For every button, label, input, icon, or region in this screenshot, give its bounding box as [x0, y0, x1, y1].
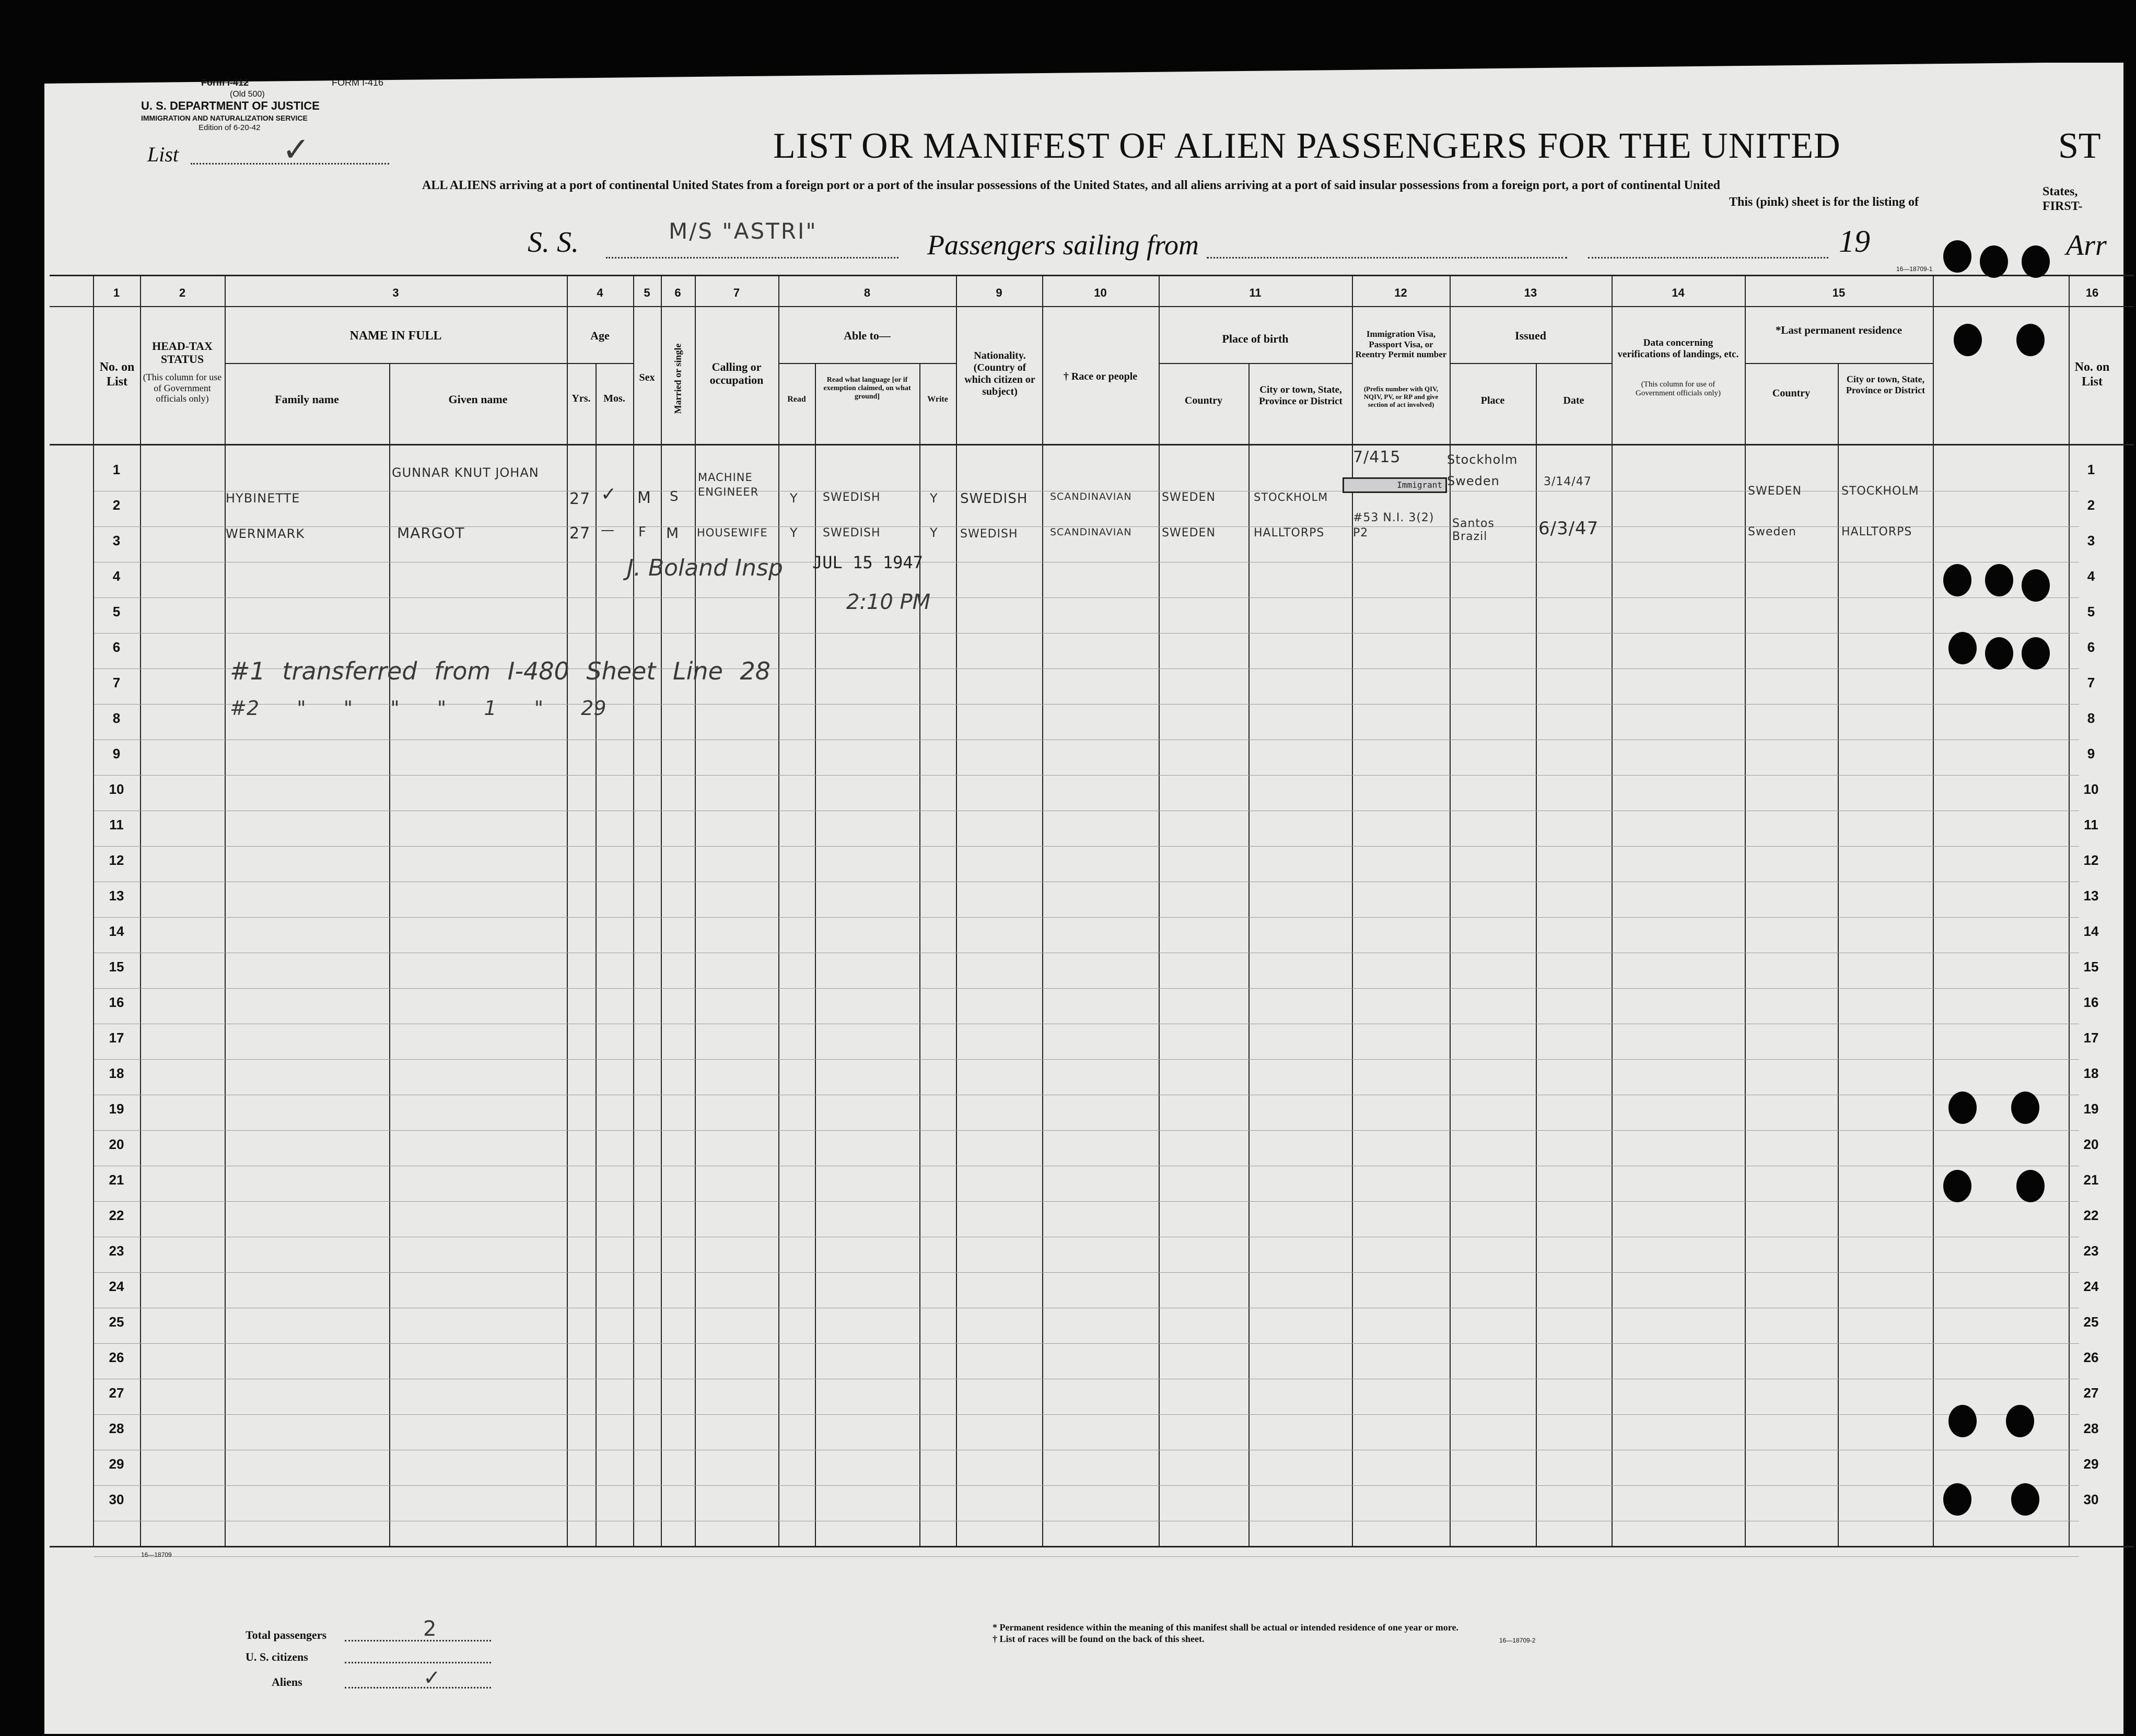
- header-married: [661, 313, 695, 444]
- header-mos: Mos.: [603, 393, 625, 404]
- col-line: [815, 363, 816, 1546]
- row2-write: Y: [930, 525, 938, 540]
- row-number-right: 25: [2083, 1314, 2099, 1330]
- col-line: [596, 363, 597, 1546]
- total-passengers-label: Total passengers: [246, 1628, 327, 1641]
- colnum-1: 1: [113, 286, 120, 299]
- total-passengers-line: [345, 1640, 491, 1641]
- ss-label: S. S.: [528, 226, 579, 259]
- punch-hole: [2016, 324, 2045, 356]
- row-number-right: 19: [2083, 1101, 2099, 1117]
- arriving-label: Arr: [2066, 229, 2107, 262]
- header-place-of-birth: Place of birth: [1222, 332, 1289, 345]
- row-number: 7: [112, 675, 121, 690]
- col-line: [1838, 363, 1839, 1546]
- row1-issued-place: [1447, 449, 1531, 492]
- row-number-right: 14: [2083, 923, 2099, 939]
- row-number-right: 21: [2083, 1172, 2099, 1188]
- row-rule: [94, 1414, 2079, 1415]
- ship-line: [606, 257, 898, 259]
- header-name-in-full: NAME IN FULL: [349, 329, 442, 343]
- punch-hole: [2022, 569, 2050, 602]
- row2-issued-date: 6/3/47: [1538, 518, 1599, 539]
- row-number-right: 8: [2087, 710, 2095, 726]
- col-line: [778, 275, 779, 1546]
- row1-visa-stamp: [1343, 477, 1447, 493]
- punch-hole: [2022, 245, 2050, 278]
- row1-race: SCANDINAVIAN: [1050, 491, 1132, 502]
- header-no-on-list: No. on List: [99, 360, 135, 389]
- header-birth-country: Country: [1184, 395, 1223, 406]
- col-line: [1933, 275, 1934, 1546]
- transfer-note-1: #1 transferred from I-480 Sheet Line 28: [230, 657, 771, 685]
- manifest-title: LIST OR MANIFEST OF ALIEN PASSENGERS FOR THE UNITED: [773, 126, 1841, 166]
- row2-read: Y: [790, 525, 798, 540]
- row-number-right: 7: [2087, 675, 2095, 690]
- row2-res-country: Sweden: [1748, 525, 1796, 538]
- row1-language: SWEDISH: [823, 491, 881, 504]
- row-number-right: 26: [2083, 1350, 2099, 1365]
- header-married-text: Married or single: [672, 343, 683, 414]
- colnum-5: 5: [644, 286, 650, 299]
- header-head-tax: HEAD-TAX STATUS: [152, 339, 213, 366]
- row-rule: [94, 1556, 2079, 1557]
- col-line: [1042, 275, 1043, 1546]
- colnum-3: 3: [392, 286, 399, 299]
- service-name: IMMIGRATION AND NATURALIZATION SERVICE: [141, 114, 308, 122]
- us-citizens-line: [345, 1662, 491, 1663]
- col-line: [389, 363, 390, 1546]
- row-number: 6: [112, 639, 121, 655]
- colnum-9: 9: [996, 286, 1002, 299]
- row2-visa-text: #53 N.I. 3(2) P2: [1353, 511, 1434, 539]
- col-line: [140, 275, 141, 1546]
- row-number: 19: [109, 1101, 124, 1117]
- row-number: 25: [109, 1314, 124, 1330]
- header-yrs: Yrs.: [571, 393, 591, 404]
- row-number-right: 20: [2083, 1136, 2099, 1152]
- header-res-country: Country: [1772, 388, 1811, 399]
- row2-visa: [1353, 511, 1447, 541]
- row-number: 2: [112, 497, 121, 513]
- row-number: 12: [109, 852, 124, 868]
- row-number: 17: [109, 1030, 124, 1046]
- col-line: [695, 275, 696, 1546]
- colnum-10: 10: [1094, 286, 1107, 299]
- col-line: [2069, 275, 2070, 1546]
- header-birth-city: City or town, State, Province or District: [1259, 384, 1343, 407]
- row-rule: [94, 633, 2079, 634]
- date-line: [1588, 257, 1828, 259]
- row-number: 14: [109, 923, 124, 939]
- aliens-line: [345, 1687, 491, 1688]
- row-number: 29: [109, 1456, 124, 1472]
- row2-age-mos: —: [601, 522, 615, 538]
- row-number-right: 11: [2084, 817, 2098, 832]
- sailing-line: [1207, 257, 1567, 259]
- row-number: 5: [112, 604, 121, 619]
- punch-hole: [1985, 564, 2013, 596]
- row-number: 27: [109, 1385, 124, 1401]
- time-note: 2:10 PM: [846, 590, 931, 614]
- age-subheader-line: [567, 363, 633, 364]
- colnum-12: 12: [1394, 286, 1407, 299]
- col-line: [1745, 275, 1746, 1546]
- header-calling: Calling or occupation: [709, 360, 764, 387]
- punch-hole: [1943, 1483, 1971, 1516]
- colnum-6: 6: [674, 286, 681, 299]
- row-number: 23: [109, 1243, 124, 1259]
- row-number: 21: [109, 1172, 124, 1188]
- aliens-value: ✓: [423, 1666, 441, 1690]
- row-number-right: 15: [2083, 959, 2099, 975]
- punch-hole: [2006, 1405, 2034, 1437]
- punch-hole: [1980, 245, 2008, 278]
- row-number-right: 13: [2083, 888, 2099, 904]
- subtitle-right-1: States,: [2042, 185, 2078, 198]
- row-rule: [94, 917, 2079, 918]
- department-name: U. S. DEPARTMENT OF JUSTICE: [141, 99, 320, 112]
- row-number-right: 9: [2087, 746, 2095, 761]
- row-number-right: 28: [2083, 1421, 2099, 1436]
- row-number-right: 29: [2083, 1456, 2099, 1472]
- row-number-right: 17: [2083, 1030, 2099, 1046]
- punch-hole: [2011, 1092, 2039, 1124]
- row-number: 8: [112, 710, 121, 726]
- col-line: [1248, 363, 1250, 1546]
- row-rule: [94, 597, 2079, 598]
- punch-hole: [1948, 1405, 1977, 1437]
- list-check: ✓: [282, 131, 310, 169]
- row2-language: SWEDISH: [823, 526, 881, 539]
- punch-hole: [2011, 1483, 2039, 1516]
- date-stamp: JUL 15 1947: [812, 553, 923, 572]
- col-line: [1612, 275, 1613, 1546]
- colnum-divider: [50, 306, 2134, 307]
- row2-birth-city: HALLTORPS: [1254, 526, 1325, 539]
- row-number-right: 1: [2087, 462, 2095, 477]
- row-number-right: 5: [2087, 604, 2095, 619]
- colnum-8: 8: [863, 286, 871, 299]
- header-bottom-border: [50, 444, 2134, 445]
- list-label: List: [147, 143, 179, 166]
- row2-birth-country: SWEDEN: [1162, 526, 1216, 539]
- header-read: Read: [787, 395, 806, 404]
- transfer-note-2: #2 " " " " 1 " 29: [230, 697, 606, 720]
- row2-race: SCANDINAVIAN: [1050, 526, 1132, 538]
- row1-marital: S: [670, 489, 679, 505]
- header-issued-date: Date: [1563, 395, 1584, 406]
- punch-hole: [1943, 1170, 1971, 1202]
- footer-code-mid: 16—18709-2: [1499, 1637, 1536, 1644]
- issued-subheader-line: [1450, 363, 1612, 364]
- row2-occupation: HOUSEWIFE: [697, 526, 768, 539]
- colnum-15: 15: [1832, 286, 1846, 299]
- col-line: [567, 275, 568, 1546]
- row-number: 30: [109, 1492, 124, 1507]
- birth-subheader-line: [1159, 363, 1352, 364]
- row1-given-name-text: GUNNAR KNUT JOHAN: [392, 465, 539, 480]
- header-verification: Data concerning verifications of landings, etc.: [1617, 337, 1739, 360]
- row-number: 9: [112, 746, 121, 761]
- year-label: 19: [1839, 224, 1870, 259]
- row-rule: [94, 1272, 2079, 1273]
- total-passengers-value: 2: [423, 1617, 437, 1641]
- row-rule: [94, 1485, 2079, 1486]
- punch-hole: [1954, 324, 1982, 356]
- sailing-label: Passengers sailing from: [927, 229, 1199, 261]
- punch-hole: [1948, 1092, 1977, 1124]
- row-number-right: 4: [2087, 568, 2095, 584]
- colnum-4: 4: [597, 286, 603, 299]
- row-number-right: 6: [2087, 639, 2095, 655]
- row-number-right: 12: [2083, 852, 2099, 868]
- manifest-subtitle: ALL ALIENS arriving at a port of continental United States from a foreign port or a port of the insular possessions of the United States, and all aliens arriving at a port of said insular possessions from a foreign port, a port of continental United: [422, 179, 1720, 192]
- row1-birth-city: STOCKHOLM: [1254, 491, 1328, 503]
- header-head-tax-note: (This column for use of Government officials only): [143, 372, 222, 404]
- colnum-7: 7: [733, 286, 740, 299]
- row1-visa-stamp-text: Immigrant: [1397, 480, 1442, 490]
- col-line: [633, 275, 634, 1546]
- col-line: [225, 275, 226, 1546]
- row2-res-city: HALLTORPS: [1841, 525, 1912, 538]
- row-number: 20: [109, 1136, 124, 1152]
- header-able-to: Able to—: [844, 329, 891, 342]
- header-age: Age: [590, 329, 610, 342]
- footer-code-left: 16—18709: [141, 1551, 172, 1558]
- row2-issued-place: [1452, 517, 1531, 544]
- header-write: Write: [927, 395, 948, 404]
- row-number: 16: [109, 994, 124, 1010]
- colnum-14: 14: [1672, 286, 1685, 299]
- manifest-subtitle-2: This (pink) sheet is for the listing of: [1729, 195, 1919, 209]
- header-issued-place: Place: [1480, 395, 1505, 406]
- footnote-races: † List of races will be found on the back of this sheet.: [993, 1634, 1205, 1644]
- header-visa: Immigration Visa, Passport Visa, or Reentry Permit number: [1355, 329, 1447, 360]
- col-line: [1159, 275, 1160, 1546]
- row1-birth-country: SWEDEN: [1162, 491, 1216, 504]
- row2-issued-place-text: Santos Brazil: [1452, 517, 1495, 544]
- header-res-city: City or town, State, Province or District: [1846, 374, 1925, 395]
- row-number: 1: [112, 462, 121, 477]
- row1-occupation: [698, 470, 776, 500]
- row-number-right: 3: [2087, 533, 2095, 548]
- col-line: [661, 275, 662, 1546]
- footnote-residence: * Permanent residence within the meaning of this manifest shall be actual or intended residence of one year or more.: [993, 1622, 1458, 1633]
- us-citizens-label: U. S. citizens: [246, 1650, 308, 1663]
- able-subheader-line: [778, 363, 956, 364]
- row1-occupation-text: MACHINE ENGINEER: [698, 471, 759, 499]
- row-number: 22: [109, 1207, 124, 1223]
- colnum-2: 2: [179, 286, 186, 299]
- row-number: 28: [109, 1421, 124, 1436]
- header-issued: Issued: [1515, 329, 1546, 342]
- col-line: [956, 275, 957, 1546]
- row2-age-yrs: 27: [569, 524, 591, 543]
- col-line: [93, 275, 94, 1546]
- row-number-right: 27: [2083, 1385, 2099, 1401]
- row-rule: [94, 1201, 2079, 1202]
- row1-visa: 7/415: [1353, 448, 1401, 466]
- old-form-number: (Old 500): [230, 90, 265, 99]
- row-number: 13: [109, 888, 124, 904]
- row-number-right: 23: [2083, 1243, 2099, 1259]
- row1-res-city: STOCKHOLM: [1841, 485, 1919, 498]
- row2-marital: M: [666, 524, 680, 542]
- edition-date: Edition of 6-20-42: [199, 123, 261, 132]
- header-no-on-list-right: No. on List: [2074, 360, 2110, 389]
- row1-age-yrs: 27: [569, 490, 591, 508]
- punch-hole: [2022, 637, 2050, 670]
- row1-res-country: SWEDEN: [1748, 485, 1802, 498]
- manifest-sheet: [44, 63, 2123, 1734]
- form-id: FORM I-416: [332, 77, 384, 88]
- punch-hole: [2016, 1170, 2045, 1202]
- col-line: [1536, 363, 1537, 1546]
- punch-hole: [1985, 637, 2013, 670]
- row2-sex: F: [638, 524, 647, 540]
- header-race: † Race or people: [1063, 371, 1138, 382]
- row-number: 15: [109, 959, 124, 975]
- header-sex: Sex: [639, 372, 655, 383]
- colnum-13: 13: [1524, 286, 1537, 299]
- table-top-border: [50, 275, 2134, 276]
- colnum-11: 11: [1249, 286, 1262, 299]
- row-rule: [94, 846, 2079, 847]
- row-number: 4: [112, 568, 121, 584]
- row1-write: Y: [930, 491, 938, 506]
- row-rule: [94, 1130, 2079, 1131]
- row-number-right: 30: [2083, 1492, 2099, 1507]
- row2-given-name: MARGOT: [397, 524, 465, 542]
- row-number-right: 18: [2083, 1065, 2099, 1081]
- row-number: 26: [109, 1350, 124, 1365]
- row1-sex: M: [637, 489, 651, 507]
- residence-subheader-line: [1745, 363, 1933, 364]
- row-number: 3: [112, 533, 121, 548]
- row-number-right: 16: [2083, 994, 2099, 1010]
- row-number-right: 24: [2083, 1278, 2099, 1294]
- table-bottom-border: [50, 1546, 2134, 1547]
- row2-family-name: WERNMARK: [226, 526, 305, 541]
- row2-nationality: SWEDISH: [960, 527, 1018, 541]
- punch-hole: [1948, 632, 1977, 664]
- colnum-16: 16: [2085, 286, 2099, 299]
- row-number-right: 10: [2083, 781, 2099, 797]
- row1-issued-place-text: Stockholm Sweden: [1447, 452, 1518, 488]
- row-number: 10: [109, 781, 124, 797]
- punch-hole: [1943, 240, 1971, 273]
- row1-issued-date: 3/14/47: [1544, 475, 1592, 488]
- subtitle-right-2: FIRST-: [2042, 200, 2083, 213]
- aliens-label: Aliens: [272, 1675, 302, 1688]
- manifest-title-right: ST: [2058, 126, 2101, 166]
- col-line: [919, 363, 920, 1546]
- row1-read: Y: [790, 491, 798, 506]
- row-rule: [94, 1059, 2079, 1060]
- row-number: 11: [109, 817, 124, 832]
- inspector-signature: J. Boland Insp: [627, 555, 783, 581]
- footer-code-right: 16—18709-1: [1896, 265, 1933, 273]
- header-given-name: Given name: [448, 393, 508, 406]
- header-last-residence: *Last permanent residence: [1775, 324, 1902, 336]
- header-read-lang: Read what language [or if exemption claimed, on what ground]: [823, 376, 911, 401]
- row1-age-mos: ✓: [601, 484, 617, 505]
- header-visa-note: (Prefix number with QIV, NQIV, PV, or RP and give section of act involved): [1363, 385, 1439, 408]
- row-rule: [94, 775, 2079, 776]
- ship-name: M/S "ASTRI": [669, 218, 818, 244]
- row-rule: [94, 1343, 2079, 1344]
- punch-hole: [1943, 564, 1971, 596]
- name-subheader-line: [225, 363, 567, 364]
- row1-family-name: HYBINETTE: [226, 491, 300, 506]
- header-family-name: Family name: [275, 393, 339, 406]
- header-nationality: Nationality. (Country of which citizen or subject): [964, 350, 1035, 397]
- row1-nationality: SWEDISH: [960, 491, 1028, 507]
- header-verification-note: (This column for use of Government officials only): [1635, 380, 1721, 398]
- row-number-right: 22: [2083, 1207, 2099, 1223]
- row-number: 18: [109, 1065, 124, 1081]
- row-number-right: 2: [2087, 497, 2095, 513]
- row-rule: [94, 988, 2079, 989]
- row-number: 24: [109, 1278, 124, 1294]
- row1-given-name: [392, 465, 564, 480]
- form-number-struck: Form I-412: [201, 77, 249, 88]
